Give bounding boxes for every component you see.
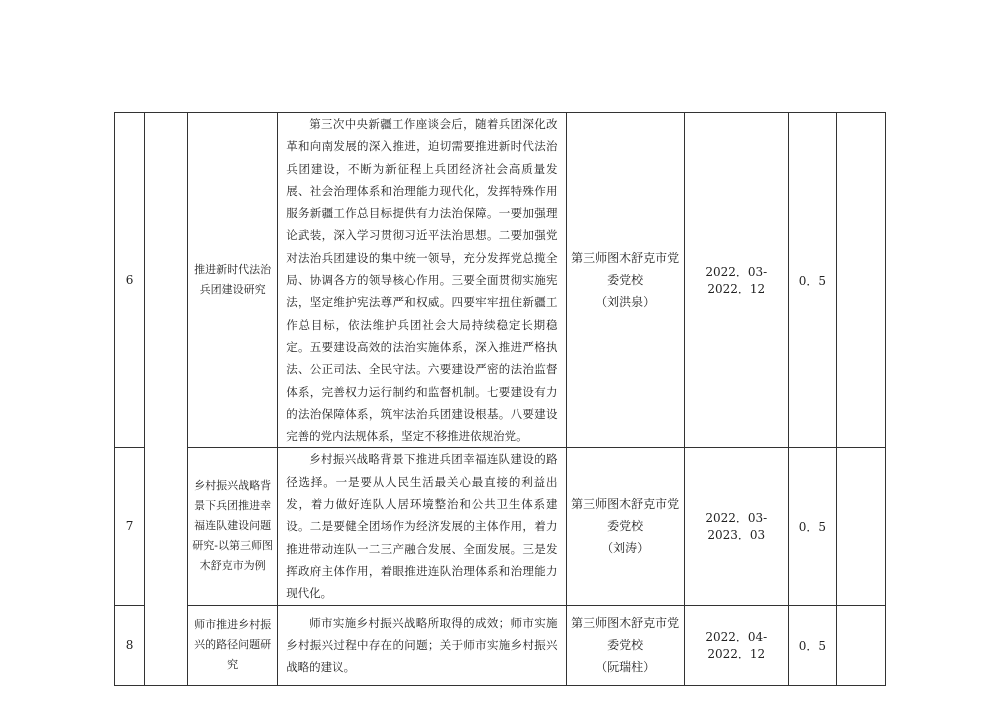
project-period: 2022．03-2023．03 — [684, 448, 788, 605]
project-unit — [566, 605, 684, 685]
row-number: 6 — [115, 113, 145, 448]
content-text: 师市实施乡村振兴战略所取得的成效；师市实施乡村振兴过程中存在的问题；关于师市实施乡村振兴战略的建议。 — [286, 615, 558, 675]
unit-name: 第三师图木舒克市党委党校 — [571, 616, 680, 653]
unit-name: 第三师图木舒克市党委党校 — [571, 497, 680, 534]
project-score: 0．5 — [788, 605, 836, 685]
empty-cell — [836, 113, 885, 448]
project-content — [278, 448, 566, 605]
table-row — [115, 448, 886, 605]
person-name: （阮瑞柱） — [595, 660, 656, 675]
project-period: 2022．04-2022．12 — [684, 605, 788, 685]
content-text: 乡村振兴战略背景下推进兵团幸福连队建设的路径选择。一是要从人民生活最关心最直接的利益出发，着力做好连队人居环境整治和公共卫生体系建设。二是要健全团场作为经济发展的主体作用，着力推进带动连队一二三产融合发展、全面发展。三是发挥政府主体作用，着眼推进连队治理体系和治理能力现代化。 — [286, 452, 558, 601]
project-title: 推进新时代法治兵团建设研究 — [188, 113, 278, 448]
project-period: 2022．03-2022．12 — [684, 113, 788, 448]
empty-cell — [836, 448, 885, 605]
merged-blank-cell — [145, 113, 188, 686]
person-name: （刘洪泉） — [595, 295, 656, 310]
project-unit — [566, 448, 684, 605]
project-content — [278, 605, 566, 685]
person-name: （刘涛） — [601, 541, 650, 556]
project-title: 师市推进乡村振兴的路径问题研究 — [188, 605, 278, 685]
project-title: 乡村振兴战略背景下兵团推进幸福连队建设问题研究-以第三师图木舒克市为例 — [188, 448, 278, 605]
table-row — [115, 605, 886, 685]
content-text: 第三次中央新疆工作座谈会后，随着兵团深化改革和向南发展的深入推进，迫切需要推进新时代法治兵团建设，不断为新征程上兵团经济社会高质量发展、社会治理体系和治理能力现代化，发挥特殊作用服务新疆工作总目标提供有力法治保障。一要加强理论武装，深入学习贯彻习近平法治思想。二要加强党对法治兵团建设的集中统一领导，充分发挥党总揽全局、协调各方的领导核心作用。三要全面贯彻实施宪法，坚定维护宪法尊严和权威。四要牢牢扭住新疆工作总目标，依法维护兵团社会大局持续稳定长期稳定。五要建设高效的法治实施体系，深入推进严格执法、公正司法、全民守法。六要建设严密的法治监督体系，完善权力运行制约和监督机制。七要建设有力的法治保障体系，筑牢法治兵团建设根基。八要建设完善的党内法规体系，坚定不移推进依规治党。 — [286, 117, 558, 444]
project-unit — [566, 113, 684, 448]
project-content — [278, 113, 566, 448]
unit-name: 第三师图木舒克市党委党校 — [571, 251, 680, 288]
row-number: 7 — [115, 448, 145, 605]
empty-cell — [836, 605, 885, 685]
table-row — [115, 113, 886, 448]
research-projects-table — [114, 112, 886, 686]
row-number: 8 — [115, 605, 145, 685]
project-score: 0．5 — [788, 448, 836, 605]
project-score: 0．5 — [788, 113, 836, 448]
